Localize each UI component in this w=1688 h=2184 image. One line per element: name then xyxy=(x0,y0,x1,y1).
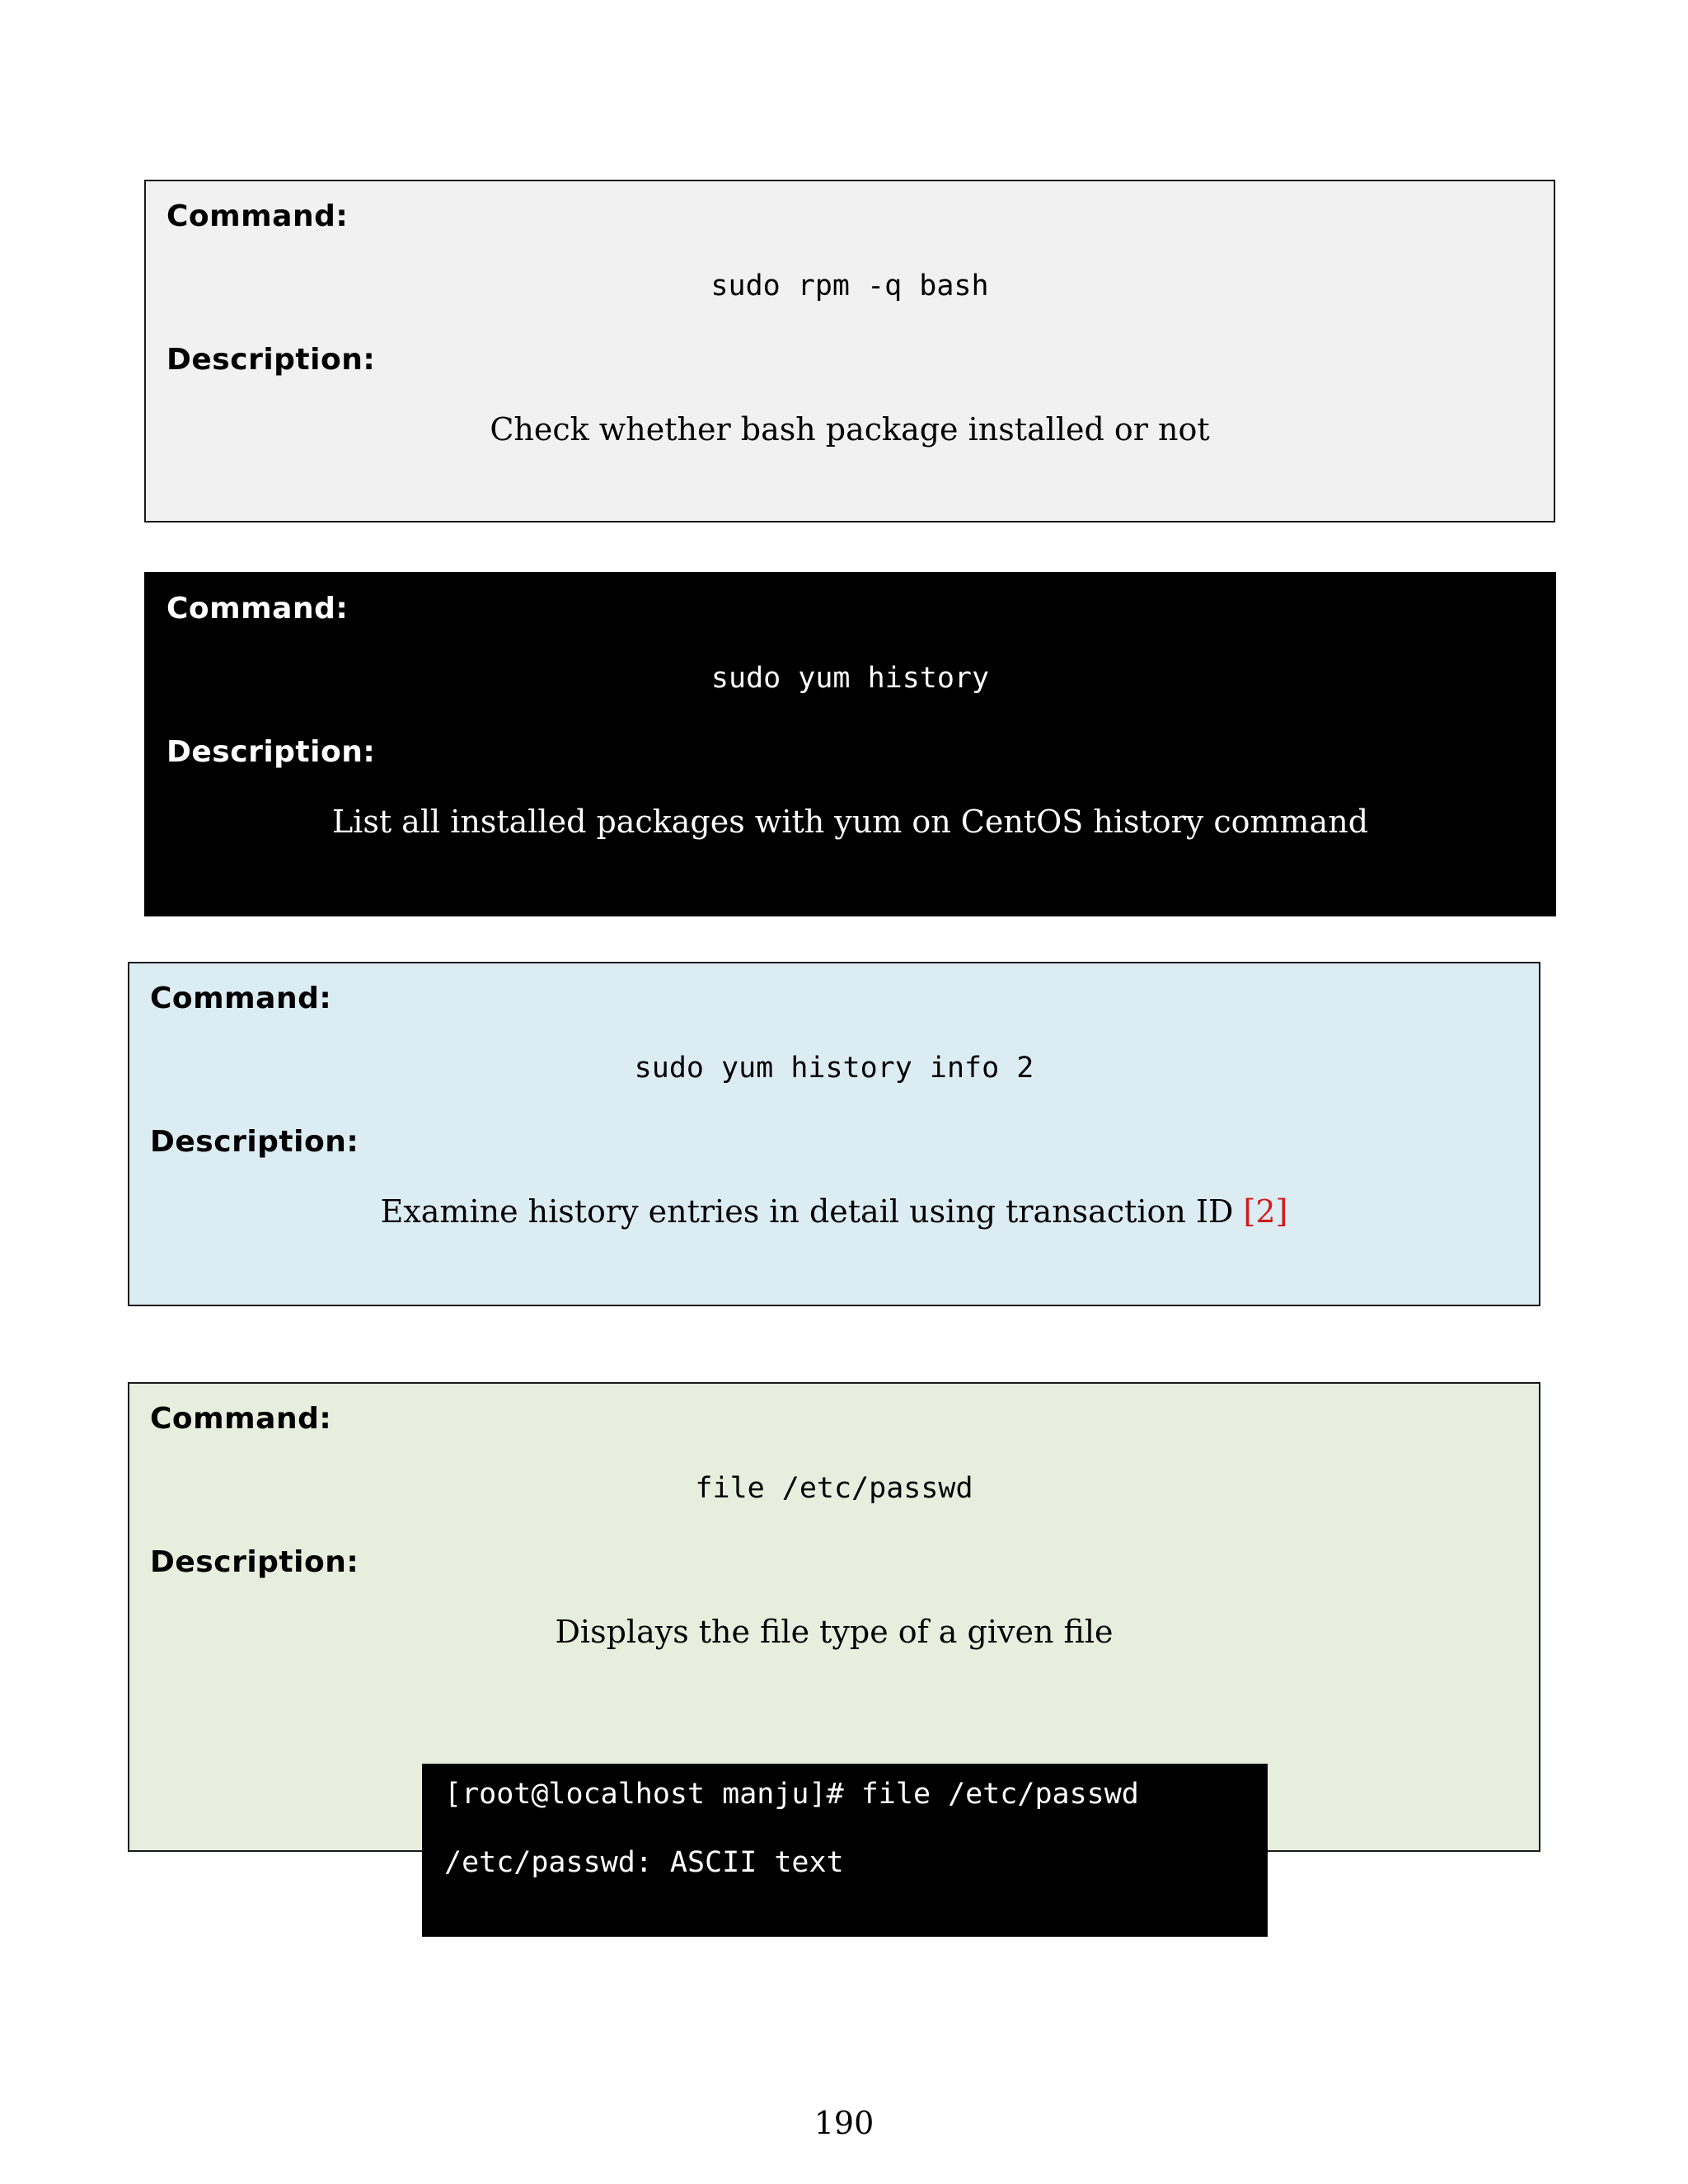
description-text: Examine history entries in detail using transaction ID xyxy=(380,1193,1234,1230)
terminal-line-prompt: [root@localhost manju]# file /etc/passwd xyxy=(444,1778,1139,1811)
terminal-line-result: /etc/passwd: ASCII text xyxy=(444,1846,844,1879)
command-label: Command: xyxy=(150,982,332,1015)
command-label: Command: xyxy=(166,592,349,626)
description-label: Description: xyxy=(150,1545,359,1579)
description-label: Description: xyxy=(166,343,376,377)
description-text: Check whether bash package installed or not xyxy=(490,411,1210,448)
command-text: sudo yum history xyxy=(710,662,990,695)
command-block-rpm-query xyxy=(144,180,1555,523)
command-text: file /etc/passwd xyxy=(695,1472,973,1505)
command-label: Command: xyxy=(166,199,349,233)
description-text: Displays the file type of a given file xyxy=(555,1614,1114,1650)
command-block-yum-history xyxy=(144,572,1556,916)
page-number: 190 xyxy=(814,2105,874,2141)
terminal-output xyxy=(422,1764,1268,1937)
reference-link[interactable]: [2] xyxy=(1243,1193,1288,1230)
command-text: sudo yum history info 2 xyxy=(634,1052,1034,1085)
description-text: List all installed packages with yum on CentOS history command xyxy=(331,804,1369,840)
command-block-yum-history-info xyxy=(128,962,1540,1306)
description-label: Description: xyxy=(150,1125,359,1159)
command-label: Command: xyxy=(150,1402,332,1436)
command-text: sudo rpm -q bash xyxy=(710,269,989,302)
description-line xyxy=(129,1193,1539,1230)
description-label: Description: xyxy=(166,735,376,769)
